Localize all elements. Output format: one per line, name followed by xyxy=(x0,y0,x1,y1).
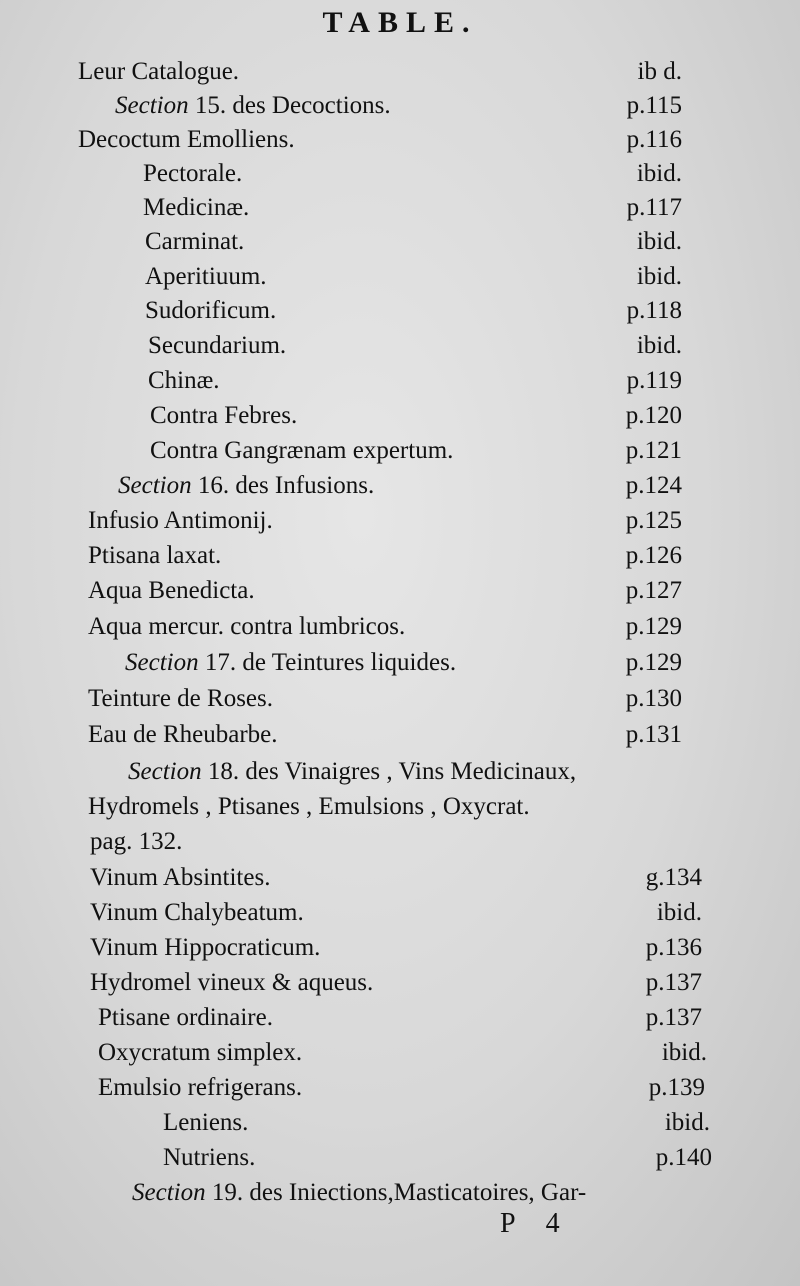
entry-label: Nutriens. xyxy=(163,1144,256,1171)
entry-label: Ptisana laxat. xyxy=(88,542,222,569)
entry-label: Sudorificum. xyxy=(145,297,277,324)
section-text: 18. des Vinaigres , Vins Medicinaux, xyxy=(201,758,577,785)
entry-label: Aqua mercur. contra lumbricos. xyxy=(88,613,406,640)
entry-page: p.130 xyxy=(625,685,682,712)
toc-entry xyxy=(90,966,702,1000)
entry-page: p.131 xyxy=(625,721,682,748)
entry-label: Eau de Rheubarbe. xyxy=(88,721,278,748)
toc-entry xyxy=(145,294,682,328)
toc-entry xyxy=(88,504,682,538)
entry-label: Chinæ. xyxy=(148,367,220,394)
entry-label: 17. de Teintures liquides. xyxy=(198,649,457,676)
entry-label: Hydromel vineux & aqueus. xyxy=(90,969,374,996)
entry-label: Vinum Hippocraticum. xyxy=(90,934,321,961)
entry-page: p.115 xyxy=(626,92,682,119)
entry-label: Vinum Absintites. xyxy=(90,864,271,891)
entry-page: p.118 xyxy=(626,297,682,324)
signature-number: 4 xyxy=(545,1208,560,1239)
entry-page: p.126 xyxy=(625,542,682,569)
section-19-heading xyxy=(132,1176,586,1210)
entry-page: p.117 xyxy=(626,194,682,221)
toc-entry xyxy=(98,1036,707,1070)
entry-page: ibid. xyxy=(636,160,682,187)
toc-entry xyxy=(78,55,682,89)
toc-entry xyxy=(88,682,682,716)
entry-label: Leniens. xyxy=(163,1109,249,1136)
entry-label: Leur Catalogue. xyxy=(78,58,240,85)
section-18-page: pag. 132. xyxy=(90,828,183,855)
entry-page: p.129 xyxy=(625,649,682,676)
entry-label: Contra Gangrænam expertum. xyxy=(150,437,454,464)
entry-page: p.124 xyxy=(625,472,682,499)
entry-label: 16. des Infusions. xyxy=(191,472,375,499)
entry-label: Medicinæ. xyxy=(143,194,250,221)
running-head: TABLE. xyxy=(322,6,478,39)
toc-entry xyxy=(98,1071,705,1105)
toc-entry xyxy=(78,123,682,157)
section-word: Section xyxy=(132,1179,206,1206)
section-word: Section xyxy=(115,92,189,119)
entry-page: p.137 xyxy=(645,969,702,996)
toc-entry xyxy=(88,574,682,608)
section-text: 19. des Iniections,Masticatoires, Gar- xyxy=(205,1179,587,1206)
entry-label: Contra Febres. xyxy=(150,402,298,429)
entry-page: p.121 xyxy=(625,437,682,464)
section-word: Section xyxy=(118,472,192,499)
entry-page: p.140 xyxy=(655,1144,712,1171)
entry-label: Infusio Antimonij. xyxy=(88,507,273,534)
toc-entry xyxy=(145,260,682,294)
toc-entry xyxy=(148,364,682,398)
toc-entry xyxy=(88,610,682,644)
toc-entry xyxy=(90,861,702,895)
entry-page: p.137 xyxy=(645,1004,702,1031)
entry-page: p.136 xyxy=(645,934,702,961)
entry-label: Aqua Benedicta. xyxy=(88,577,255,604)
entry-page: p.116 xyxy=(626,126,682,153)
entry-page: p.139 xyxy=(648,1074,705,1101)
toc-section-heading xyxy=(118,469,682,503)
entry-label: Pectorale. xyxy=(143,160,243,187)
toc-entry xyxy=(98,1001,702,1035)
toc-entry xyxy=(148,329,682,363)
entry-label: Oxycratum simplex. xyxy=(98,1039,303,1066)
toc-entry xyxy=(163,1106,710,1140)
entry-label: Teinture de Roses. xyxy=(88,685,274,712)
entry-page: ibid. xyxy=(636,332,682,359)
entry-label: 15. des Decoctions. xyxy=(188,92,391,119)
entry-page: p.125 xyxy=(625,507,682,534)
entry-label: Carminat. xyxy=(145,228,245,255)
toc-entry xyxy=(90,896,702,930)
toc-entry xyxy=(90,931,702,965)
entry-page: ibid. xyxy=(664,1109,710,1136)
entry-page: ibid. xyxy=(656,899,702,926)
entry-label: Vinum Chalybeatum. xyxy=(90,899,304,926)
signature-letter: P xyxy=(500,1208,516,1239)
entry-page: g.134 xyxy=(645,864,702,891)
entry-page: p.129 xyxy=(625,613,682,640)
entry-page: ibid. xyxy=(636,228,682,255)
entry-page: p.127 xyxy=(625,577,682,604)
toc-section-heading xyxy=(115,89,682,123)
toc-section-heading xyxy=(125,646,682,680)
toc-entry xyxy=(143,191,682,225)
section-18-heading xyxy=(128,755,576,789)
entry-label: Secundarium. xyxy=(148,332,287,359)
entry-label: Ptisane ordinaire. xyxy=(98,1004,273,1031)
toc-entry xyxy=(163,1141,712,1175)
entry-label: Emulsio refrigerans. xyxy=(98,1074,303,1101)
entry-page: p.120 xyxy=(625,402,682,429)
signature-mark xyxy=(500,1208,590,1240)
entry-label: Aperitiuum. xyxy=(145,263,267,290)
entry-page: p.119 xyxy=(626,367,682,394)
toc-entry xyxy=(88,718,682,752)
toc-entry xyxy=(88,539,682,573)
toc-entry xyxy=(143,157,682,191)
section-18-continuation: Hydromels , Ptisanes , Emulsions , Oxycrat. xyxy=(88,793,530,820)
entry-label: Decoctum Emolliens. xyxy=(78,126,295,153)
entry-page: ibid. xyxy=(636,263,682,290)
toc-entry xyxy=(150,434,682,468)
toc-entry xyxy=(145,225,682,259)
section-word: Section xyxy=(125,649,199,676)
toc-entry xyxy=(150,399,682,433)
section-word: Section xyxy=(128,758,202,785)
entry-page: ib d. xyxy=(637,58,682,85)
entry-page: ibid. xyxy=(661,1039,707,1066)
